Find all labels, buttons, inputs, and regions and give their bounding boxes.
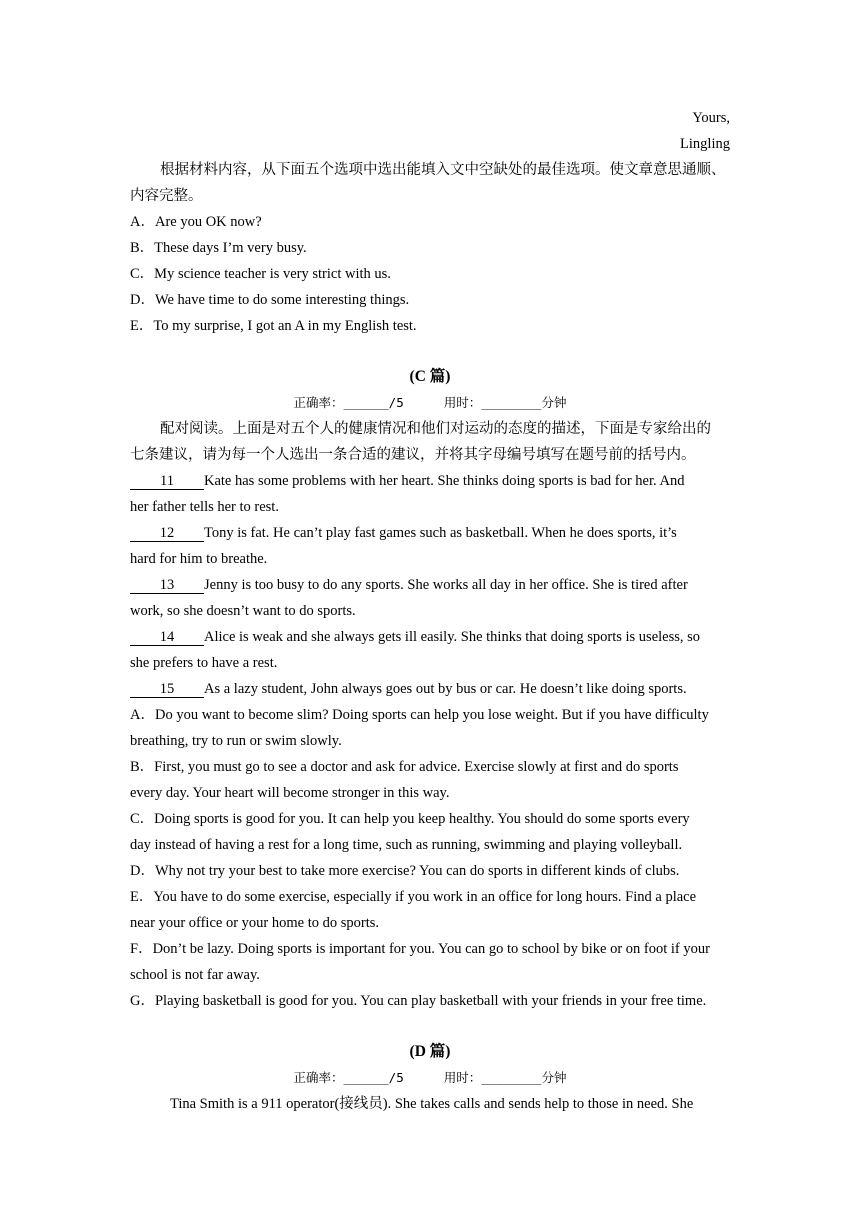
section-d-stats [0,1068,860,1088]
section-c-option-a: A．Do you want to become slim? Doing sports can help you lose weight. But if you have difficulty [130,707,709,723]
section-d-accuracy: 正确率：______/5 [293,1070,404,1085]
section-b-option-e: E．To my surprise, I got an A in my English test. [130,318,417,334]
section-c-time: 用时：________分钟 [443,395,567,410]
question-text: Jenny is too busy to do any sports. She works all day in her office. She is tired after [204,577,688,593]
section-c-option-a-cont: breathing, try to run or swim slowly. [130,733,342,749]
question-12-cont: hard for him to breathe. [130,551,268,567]
section-c-option-c-cont: day instead of having a rest for a long time, such as running, swimming and playing volleyball. [130,837,683,853]
section-d-text: Tina Smith is a 911 operator(接线员). She takes calls and sends help to those in need. She [170,1096,694,1112]
section-c-stats [0,393,860,413]
section-b-option-d: D．We have time to do some interesting things. [130,292,410,308]
section-b-option-c: C．My science teacher is very strict with us. [130,266,391,282]
question-11-cont: her father tells her to rest. [130,499,279,515]
section-c-option-e: E．You have to do some exercise, especially if you work in an office for long hours. Find a place [130,889,697,905]
section-b-option-b: B．These days I’m very busy. [130,240,307,256]
section-d-time: 用时：________分钟 [443,1070,567,1085]
section-c-option-d: D．Why not try your best to take more exercise? You can do sports in different kinds of clubs. [130,863,680,879]
letter-signature: Lingling [680,136,730,152]
section-c-option-b-cont: every day. Your heart will become stronger in this way. [130,785,450,801]
section-d-title: (D 篇) [409,1043,451,1060]
question-text: As a lazy student, John always goes out by bus or car. He doesn’t like doing sports. [204,681,687,697]
section-b-instruction: 根据材料内容，从下面五个选项中选出能填入文中空缺处的最佳选项。使文章意思通顺、 [160,162,726,178]
section-c-option-b: B．First, you must go to see a doctor and ask for advice. Exercise slowly at first and do sports [130,759,679,775]
question-11 [130,471,730,491]
question-text: Alice is weak and she always gets ill easily. She thinks that doing sports is useless, so [204,629,701,645]
section-c-title: (C 篇) [409,368,451,385]
answer-blank-11[interactable]: 11 [130,474,204,490]
section-c-option-c: C．Doing sports is good for you. It can help you keep healthy. You should do some sports every [130,811,690,827]
section-c-option-f: F．Don’t be lazy. Doing sports is important for you. You can go to school by bike or on foot if your [130,941,710,957]
section-b-option-a: A．Are you OK now? [130,214,262,230]
section-c-option-e-cont: near your office or your home to do sports. [130,915,379,931]
question-14 [130,627,730,647]
question-15 [130,679,730,699]
section-c-option-f-cont: school is not far away. [130,967,260,983]
section-b-instruction-cont: 内容完整。 [130,188,203,204]
section-c-option-g: G．Playing basketball is good for you. You can play basketball with your friends in your free time. [130,993,707,1009]
question-14-cont: she prefers to have a rest. [130,655,278,671]
question-12 [130,523,730,543]
letter-closing: Yours, [692,110,730,126]
section-c-accuracy: 正确率：______/5 [293,395,404,410]
section-c-instruction: 配对阅读。上面是对五个人的健康情况和他们对运动的态度的描述，下面是专家给出的 [160,421,711,437]
answer-blank-14[interactable]: 14 [130,630,204,646]
question-text: Kate has some problems with her heart. She thinks doing sports is bad for her. And [204,473,685,489]
question-13 [130,575,730,595]
section-c-instruction-cont: 七条建议，请为每一个人选出一条合适的建议，并将其字母编号填写在题号前的括号内。 [130,447,696,463]
answer-blank-15[interactable]: 15 [130,682,204,698]
question-13-cont: work, so she doesn’t want to do sports. [130,603,356,619]
question-text: Tony is fat. He can’t play fast games such as basketball. When he does sports, it’s [204,525,677,541]
answer-blank-13[interactable]: 13 [130,578,204,594]
answer-blank-12[interactable]: 12 [130,526,204,542]
